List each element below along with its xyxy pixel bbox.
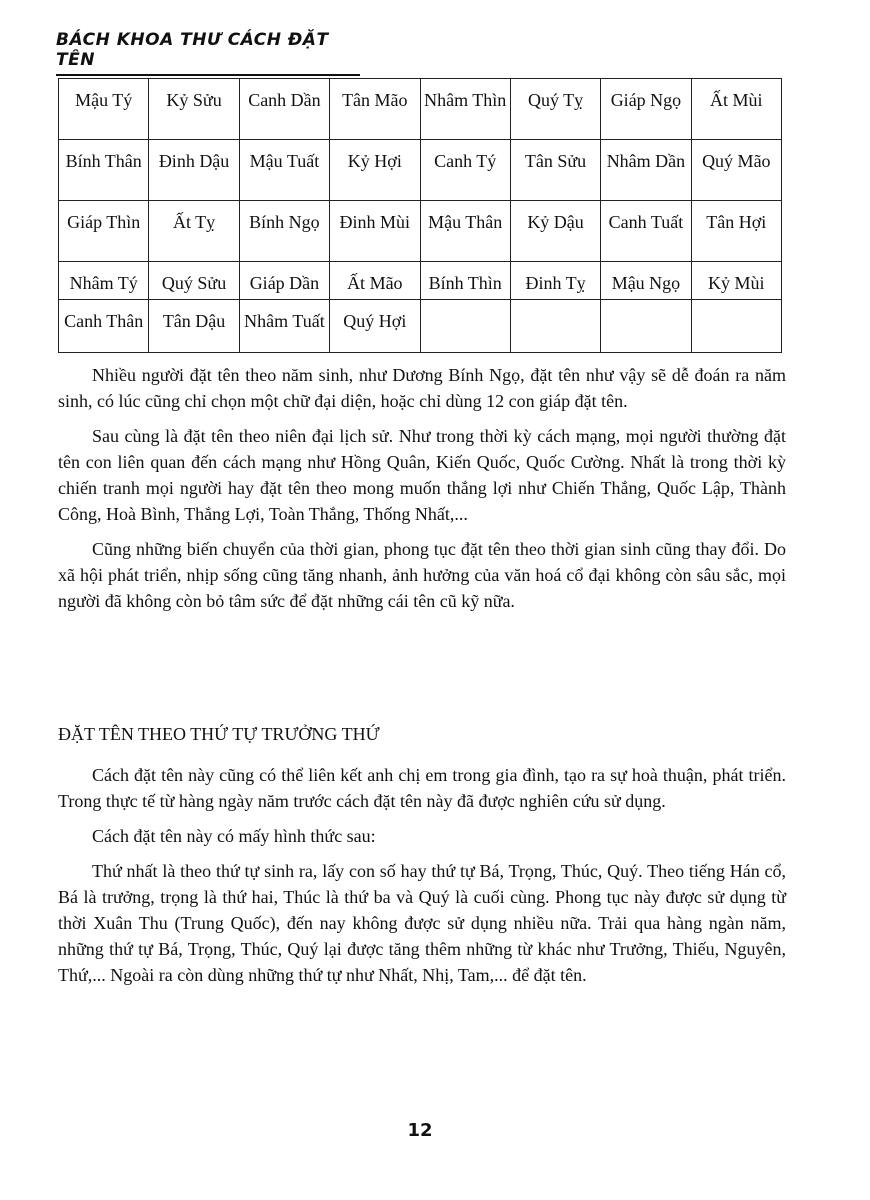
table-cell: Nhâm Tuất bbox=[239, 300, 329, 353]
paragraph: Cách đặt tên này có mấy hình thức sau: bbox=[92, 826, 376, 846]
table-cell-empty bbox=[691, 300, 781, 353]
table-cell: Ất Mùi bbox=[691, 79, 781, 140]
table-cell: Canh Tuất bbox=[601, 201, 691, 262]
table-cell: Tân Dậu bbox=[149, 300, 239, 353]
table-cell: Mậu Tuất bbox=[239, 140, 329, 201]
table-cell-empty bbox=[510, 300, 600, 353]
table-cell-empty bbox=[601, 300, 691, 353]
table-cell: Quý Tỵ bbox=[510, 79, 600, 140]
page-number: 12 bbox=[407, 1120, 433, 1141]
table-cell: Kỷ Dậu bbox=[510, 201, 600, 262]
table-cell: Quý Mão bbox=[691, 140, 781, 201]
table-cell: Đinh Tỵ bbox=[510, 262, 600, 300]
running-header: BÁCH KHOA THƯ CÁCH ĐẶT TÊN bbox=[56, 30, 360, 76]
table-cell: Mậu Tý bbox=[59, 79, 149, 140]
table-cell: Tân Sửu bbox=[510, 140, 600, 201]
table-cell: Ất Tỵ bbox=[149, 201, 239, 262]
paragraph: Sau cùng là đặt tên theo niên đại lịch sử. Như trong thời kỳ cách mạng, mọi người thường đặt tên con liên quan đến cách mạng như Hồng Quân, Kiến Quốc, Quốc Cường. Nhất là trong thời kỳ chiến tranh mọi người hay đặt tên theo mong muốn thắng lợi như Chiến Thắng, Quốc Lập, Thành Công, Hoà Bình, Thắng Lợi, Toàn Thắng, Thống Nhất,... bbox=[58, 426, 786, 524]
table-cell: Ất Mão bbox=[330, 262, 420, 300]
section-birth-order-text bbox=[58, 762, 786, 997]
paragraph: Cũng những biến chuyển của thời gian, phong tục đặt tên theo thời gian sinh cũng thay đổi. Do xã hội phát triển, nhịp sống cũng tăng nhanh, ảnh hưởng của văn hoá cổ đại không còn sâu sắc, mọi người đã không còn bỏ tâm sức để đặt những cái tên cũ kỹ nữa. bbox=[58, 539, 786, 611]
table-cell: Giáp Thìn bbox=[59, 201, 149, 262]
section-birth-year-text bbox=[58, 362, 786, 623]
table-cell: Canh Tý bbox=[420, 140, 510, 201]
table-row bbox=[59, 79, 782, 140]
table-cell: Mậu Thân bbox=[420, 201, 510, 262]
table-cell: Quý Hợi bbox=[330, 300, 420, 353]
table-cell: Bính Thìn bbox=[420, 262, 510, 300]
year-names-table bbox=[58, 78, 782, 353]
table-cell: Tân Mão bbox=[330, 79, 420, 140]
table-cell: Nhâm Thìn bbox=[420, 79, 510, 140]
table-cell: Mậu Ngọ bbox=[601, 262, 691, 300]
table-cell: Giáp Ngọ bbox=[601, 79, 691, 140]
table-row bbox=[59, 262, 782, 300]
table-cell: Bính Thân bbox=[59, 140, 149, 201]
paragraph: Thứ nhất là theo thứ tự sinh ra, lấy con số hay thứ tự Bá, Trọng, Thúc, Quý. Theo tiếng Hán cổ, Bá là trưởng, trọng là thứ hai, Thúc là thứ ba và Quý là cuối cùng. Phong tục này được sử dụng từ thời Xuân Thu (Trung Quốc), đến nay không được sử dụng nhiều nữa. Trải qua hàng ngàn năm, những thứ tự Bá, Trọng, Thúc, Quý lại được tăng thêm những từ khác như Trưởng, Thiếu, Nguyên, Thứ,... Ngoài ra còn dùng những thứ tự như Nhất, Nhị, Tam,... để đặt tên. bbox=[58, 861, 786, 985]
table-cell: Quý Sửu bbox=[149, 262, 239, 300]
table-cell: Canh Dần bbox=[239, 79, 329, 140]
table-cell: Nhâm Tý bbox=[59, 262, 149, 300]
section-heading: ĐẶT TÊN THEO THỨ TỰ TRƯỞNG THỨ bbox=[58, 724, 380, 744]
table-cell: Kỷ Sửu bbox=[149, 79, 239, 140]
table-cell: Kỷ Hợi bbox=[330, 140, 420, 201]
table-row bbox=[59, 140, 782, 201]
table-cell: Tân Hợi bbox=[691, 201, 781, 262]
table-cell: Kỷ Mùi bbox=[691, 262, 781, 300]
table-cell: Nhâm Dần bbox=[601, 140, 691, 201]
table-cell-empty bbox=[420, 300, 510, 353]
table-cell: Đinh Dậu bbox=[149, 140, 239, 201]
table-cell: Bính Ngọ bbox=[239, 201, 329, 262]
table-cell: Đinh Mùi bbox=[330, 201, 420, 262]
table-cell: Giáp Dần bbox=[239, 262, 329, 300]
table-row bbox=[59, 300, 782, 353]
paragraph: Nhiều người đặt tên theo năm sinh, như Dương Bính Ngọ, đặt tên như vậy sẽ dễ đoán ra năm sinh, có lúc cũng chỉ chọn một chữ đại diện, hoặc chỉ dùng 12 con giáp đặt tên. bbox=[58, 365, 786, 411]
table-cell: Canh Thân bbox=[59, 300, 149, 353]
paragraph: Cách đặt tên này cũng có thể liên kết anh chị em trong gia đình, tạo ra sự hoà thuận, phát triển. Trong thực tế từ hàng ngày năm trước cách đặt tên này đã được nghiên cứu sử dụng. bbox=[58, 765, 786, 811]
table-row bbox=[59, 201, 782, 262]
